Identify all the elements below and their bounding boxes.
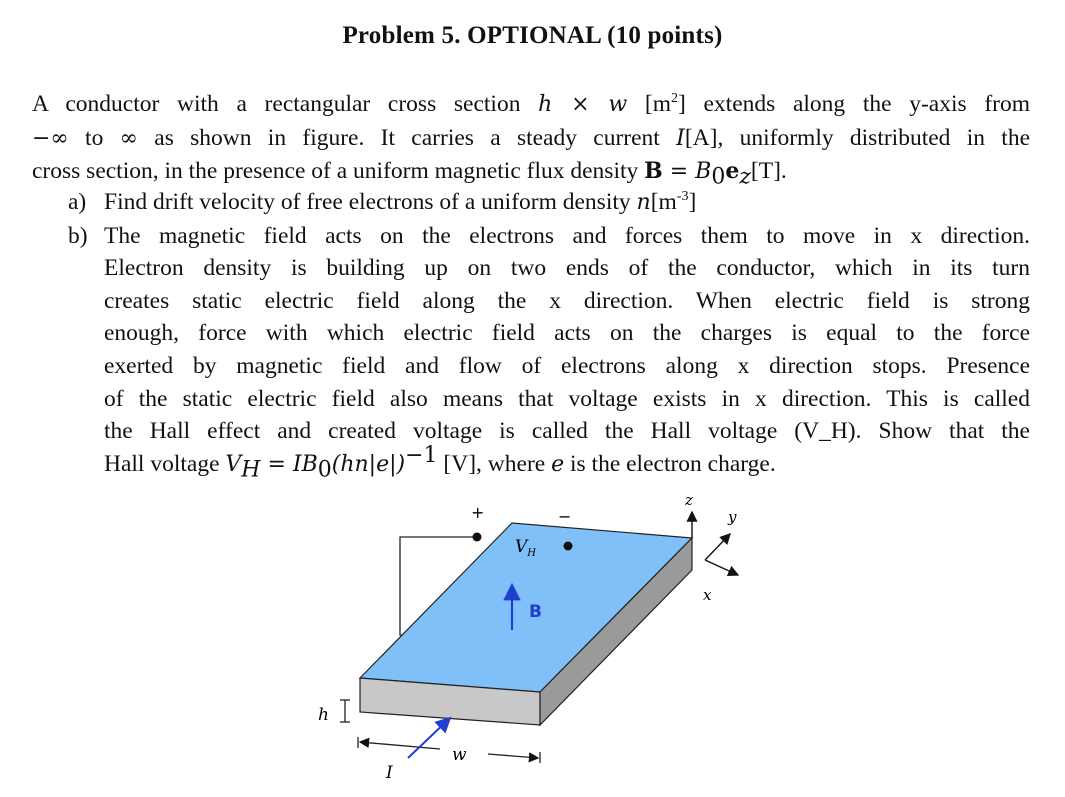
plus-sign: + [471,503,485,522]
item-a [68,186,1030,220]
minus-terminal [564,542,573,551]
problem-items [68,186,1030,481]
item-b-line: the Hall effect and created voltage is called the Hall voltage (V_H). Show that the [104,418,1030,445]
i-label: I [386,763,393,783]
plus-terminal [473,533,482,542]
item-b-line: of the static electric field also means that voltage exists in x direction. This is called [104,385,1030,412]
b-label: B [529,602,542,622]
intro-line-3: cross section, in the presence of a uniform magnetic flux density $B = B_0e_z[T]$. [32,158,787,190]
item-b-line: The magnetic field acts on the electrons and forces them to move in x direction. [104,222,1030,249]
vh-label: $V_H$ [515,537,537,559]
current-arrow [408,718,450,758]
w-arrow-left [360,742,440,749]
item-a-label: a) [68,189,87,215]
item-b-last-line: Hall voltage $V_H = IB_0(hn|e|)^{-1}$ [V], where e is the electron charge. [104,442,776,483]
item-b-line: enough, force with which electric field acts on the charges is equal to the force [104,320,1030,347]
x-axis-label: x [703,586,712,604]
item-b-line: exerted by magnetic field and flow of electrons along x direction stops. Presence [104,352,1030,379]
item-b-line: Electron density is building up on two ends of the conductor, which in its turn [104,255,1030,282]
z-axis-label: z [685,491,693,509]
y-axis-arrow [705,534,730,560]
intro-line-2: −∞ to ∞ as shown in figure. It carries a steady current I[A], uniformly distributed in the [32,124,1031,151]
w-label: w [452,745,467,765]
item-b [68,220,1030,482]
problem-intro [32,88,1030,189]
x-axis-arrow [705,560,738,575]
item-b-line: creates static electric field along the x direction. When electric field is strong [104,287,1030,314]
y-axis-label: y [728,508,737,526]
w-arrow-right [488,754,538,758]
hall-effect-figure [300,490,760,790]
problem-title: Problem 5. OPTIONAL (10 points) [342,22,723,49]
item-b-label: b) [68,222,88,249]
minus-sign: − [558,507,572,526]
intro-line-1: A conductor with a rectangular cross section h × w $[m^2]$ extends along the y-axis from [32,91,1031,117]
h-label: h [318,705,329,725]
item-a-text: Find drift velocity of free electrons of a uniform density $n[m^{-3}]$ [104,189,697,215]
item-b-text [104,220,1030,482]
